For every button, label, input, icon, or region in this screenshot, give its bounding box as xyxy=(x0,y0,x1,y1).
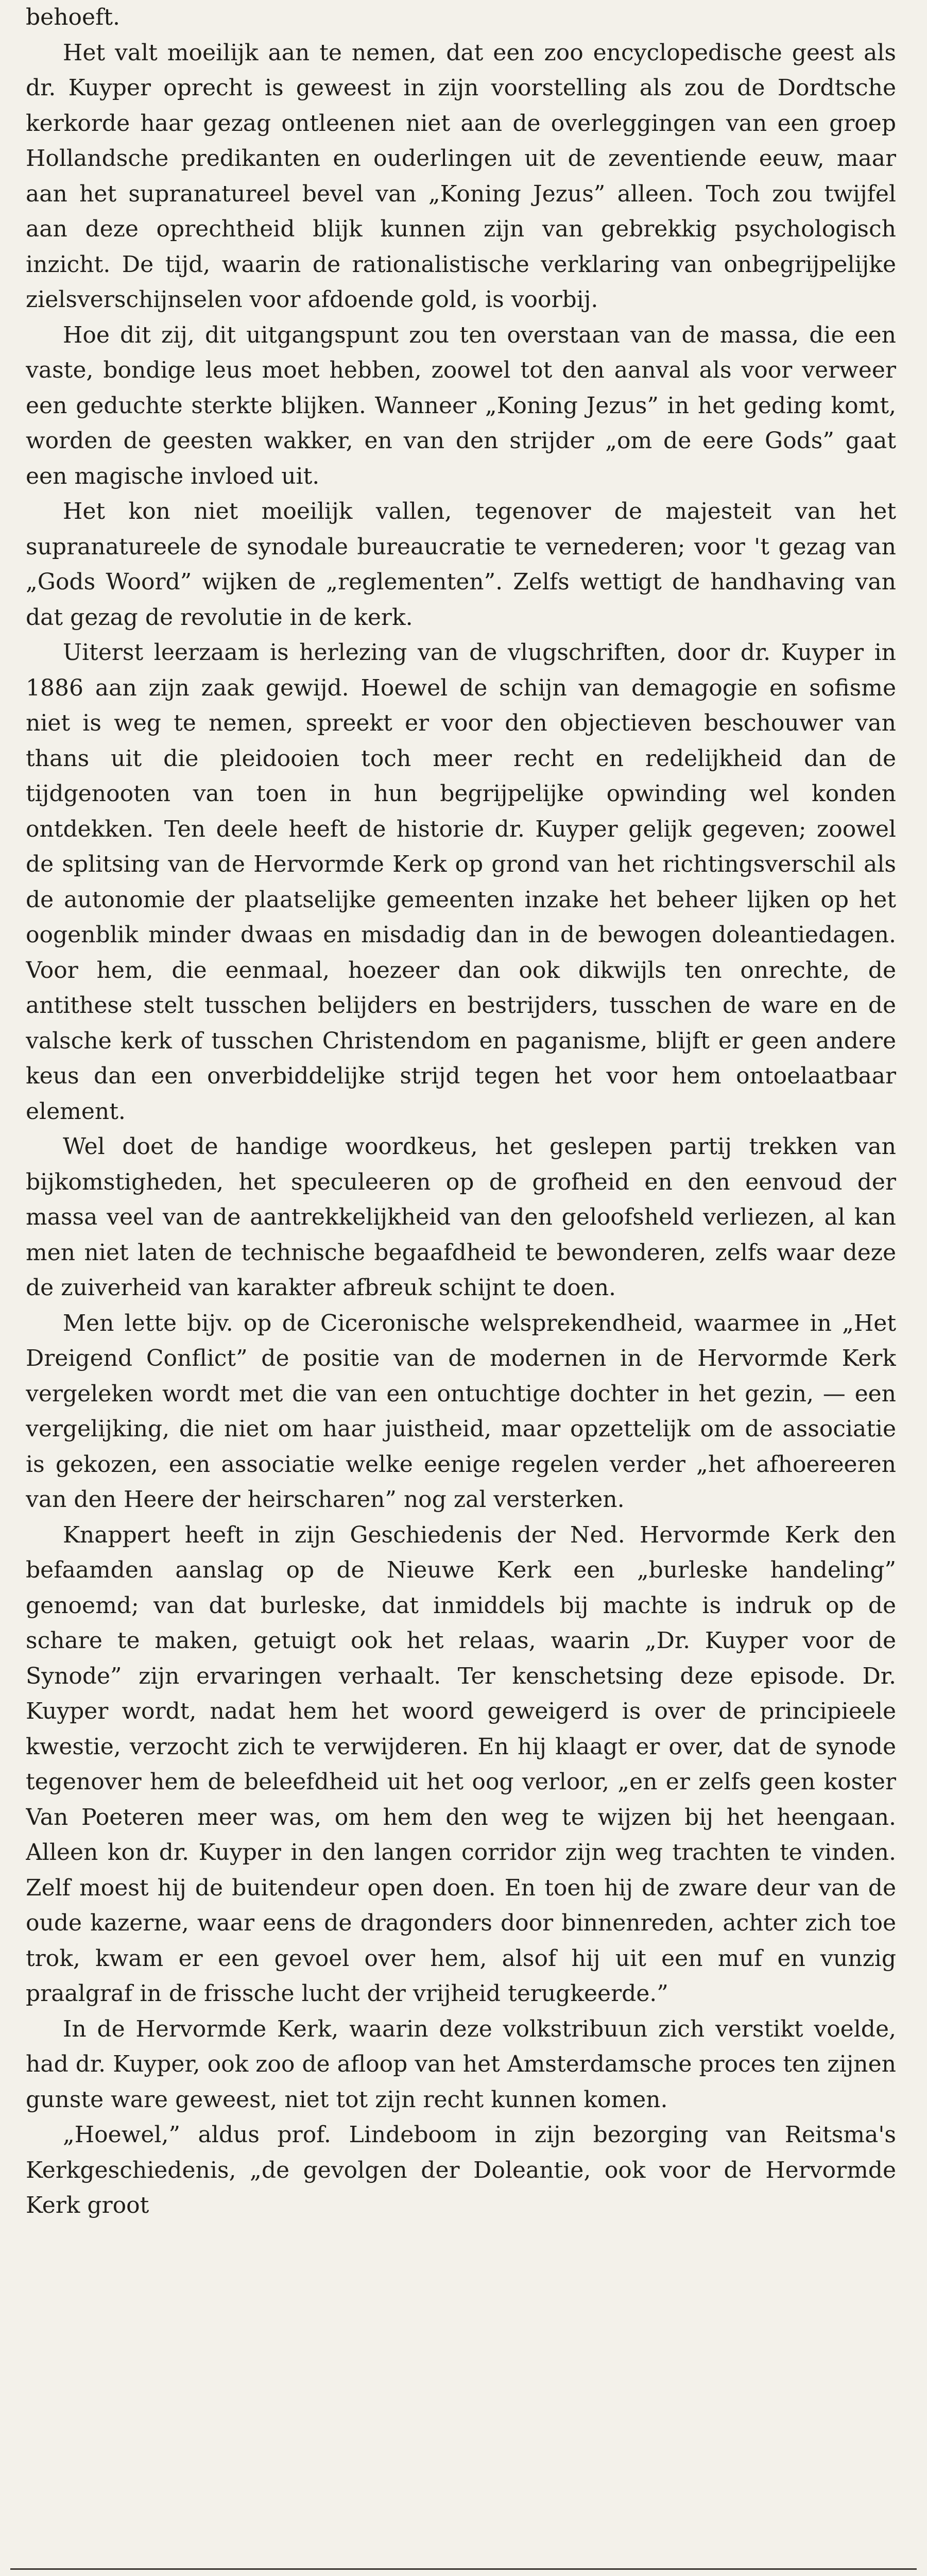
paragraph: behoeft. xyxy=(26,4,121,30)
paragraph: Men lette bijv. op de Ciceronische welsprekendheid, waarmee in „Het Dreigend Conflict” de positie van de modernen in de Hervormde Kerk vergeleken wordt met die van een ontuchtige dochter in het gezin, — een vergelijking, die niet om haar juistheid, maar opzettelijk om de associatie is gekozen, een associatie welke eenige regelen verder „het afhoereeren van den Heere der heirscharen” nog zal versterken. xyxy=(26,1310,896,1513)
newspaper-clipping xyxy=(10,0,917,2576)
paragraph: „Hoewel,” aldus prof. Lindeboom in zijn bezorging van Reitsma's Kerkgeschiedenis, „de gevolgen der Doleantie, ook voor de Hervormde Kerk groot xyxy=(26,2122,896,2218)
paragraph: In de Hervormde Kerk, waarin deze volkstribuun zich verstikt voelde, had dr. Kuyper, ook zoo de afloop van het Amsterdamsche proces ten zijnen gunste ware geweest, niet tot zijn recht kunnen komen. xyxy=(26,2015,896,2113)
paragraph: Knappert heeft in zijn Geschiedenis der Ned. Hervormde Kerk den befaamden aanslag op de Nieuwe Kerk een „burleske handeling” genoemd; van dat burleske, dat inmiddels bij machte is indruk op de schare te maken, getuigt ook het relaas, waarin „Dr. Kuyper voor de Synode” zijn ervaringen verhaalt. Ter kenschetsing deze episode. Dr. Kuyper wordt, nadat hem het woord geweigerd is over de principieele kwestie, verzocht zich te verwijderen. En hij klaagt er over, dat de synode tegenover hem de beleefdheid uit het oog verloor, „en er zelfs geen koster Van Poeteren meer was, om hem den weg te wijzen bij het heengaan. Alleen kon dr. Kuyper in den langen corridor zijn weg trachten te vinden. Zelf moest hij de buitendeur open doen. En toen hij de zware deur van de oude kazerne, waar eens de dragonders door binnenreden, achter zich toe trok, kwam er een gevoel over hem, alsof hij uit een muf en vunzig praalgraf in de frissche lucht der vrijheid terugkeerde.” xyxy=(26,1521,896,2007)
article-part-upper xyxy=(26,0,896,2555)
clipping-cut-line xyxy=(10,2568,917,2570)
paragraph: Hoe dit zij, dit uitgangspunt zou ten overstaan van de massa, die een vaste, bondige leus moet hebben, zoowel tot den aanval als voor verweer een geduchte sterkte blijken. Wanneer „Koning Jezus” in het geding komt, worden de geesten wakker, en van den strijder „om de eere Gods” gaat een magische invloed uit. xyxy=(26,321,896,489)
paragraph: Uiterst leerzaam is herlezing van de vlugschriften, door dr. Kuyper in 1886 aan zijn zaak gewijd. Hoewel de schijn van demagogie en sofisme niet is weg te nemen, spreekt er voor den objectieven beschouwer van thans uit die pleidooien toch meer recht en redelijkheid dan de tijdgenooten van toen in hun begrijpelijke opwinding wel konden ontdekken. Ten deele heeft de historie dr. Kuyper gelijk gegeven; zoowel de splitsing van de Hervormde Kerk op grond van het richtingsverschil als de autonomie der plaatselijke gemeenten inzake het beheer lijken op het oogenblik minder dwaas en misdadig dan in de bewogen doleantiedagen. Voor hem, die eenmaal, hoezeer dan ook dikwijls ten onrechte, de antithese stelt tusschen belijders en bestrijders, tusschen de ware en de valsche kerk of tusschen Christendom en paganisme, blijft er geen andere keus dan een onverbiddelijke strijd tegen het voor hem ontoelaatbaar element. xyxy=(26,639,896,1125)
paragraph: Het kon niet moeilijk vallen, tegenover de majesteit van het supranatureele de synodale bureaucratie te vernederen; voor 't gezag van „Gods Woord” wijken de „reglementen”. Zelfs wettigt de handhaving van dat gezag de revolutie in de kerk. xyxy=(26,498,896,631)
paragraph: Wel doet de handige woordkeus, het geslepen partij trekken van bijkomstigheden, het speculeeren op de grofheid en den eenvoud der massa veel van de aantrekkelijkheid van den geloofsheld verliezen, al kan men niet laten de technische begaafdheid te bewonderen, zelfs waar deze de zuiverheid van karakter afbreuk schijnt te doen. xyxy=(26,1133,896,1301)
paragraph: Het valt moeilijk aan te nemen, dat een zoo encyclopedische geest als dr. Kuyper oprecht is geweest in zijn voorstelling als zou de Dordtsche kerkorde haar gezag ontleenen niet aan de overleggingen van een groep Hollandsche predikanten en ouderlingen uit de zeventiende eeuw, maar aan het supranatureel bevel van „Koning Jezus” alleen. Toch zou twijfel aan deze oprechtheid blijk kunnen zijn van gebrekkig psychologisch inzicht. De tijd, waarin de rationalistische verklaring van onbegrijpelijke zielsverschijnselen voor afdoende gold, is voorbij. xyxy=(26,39,896,313)
